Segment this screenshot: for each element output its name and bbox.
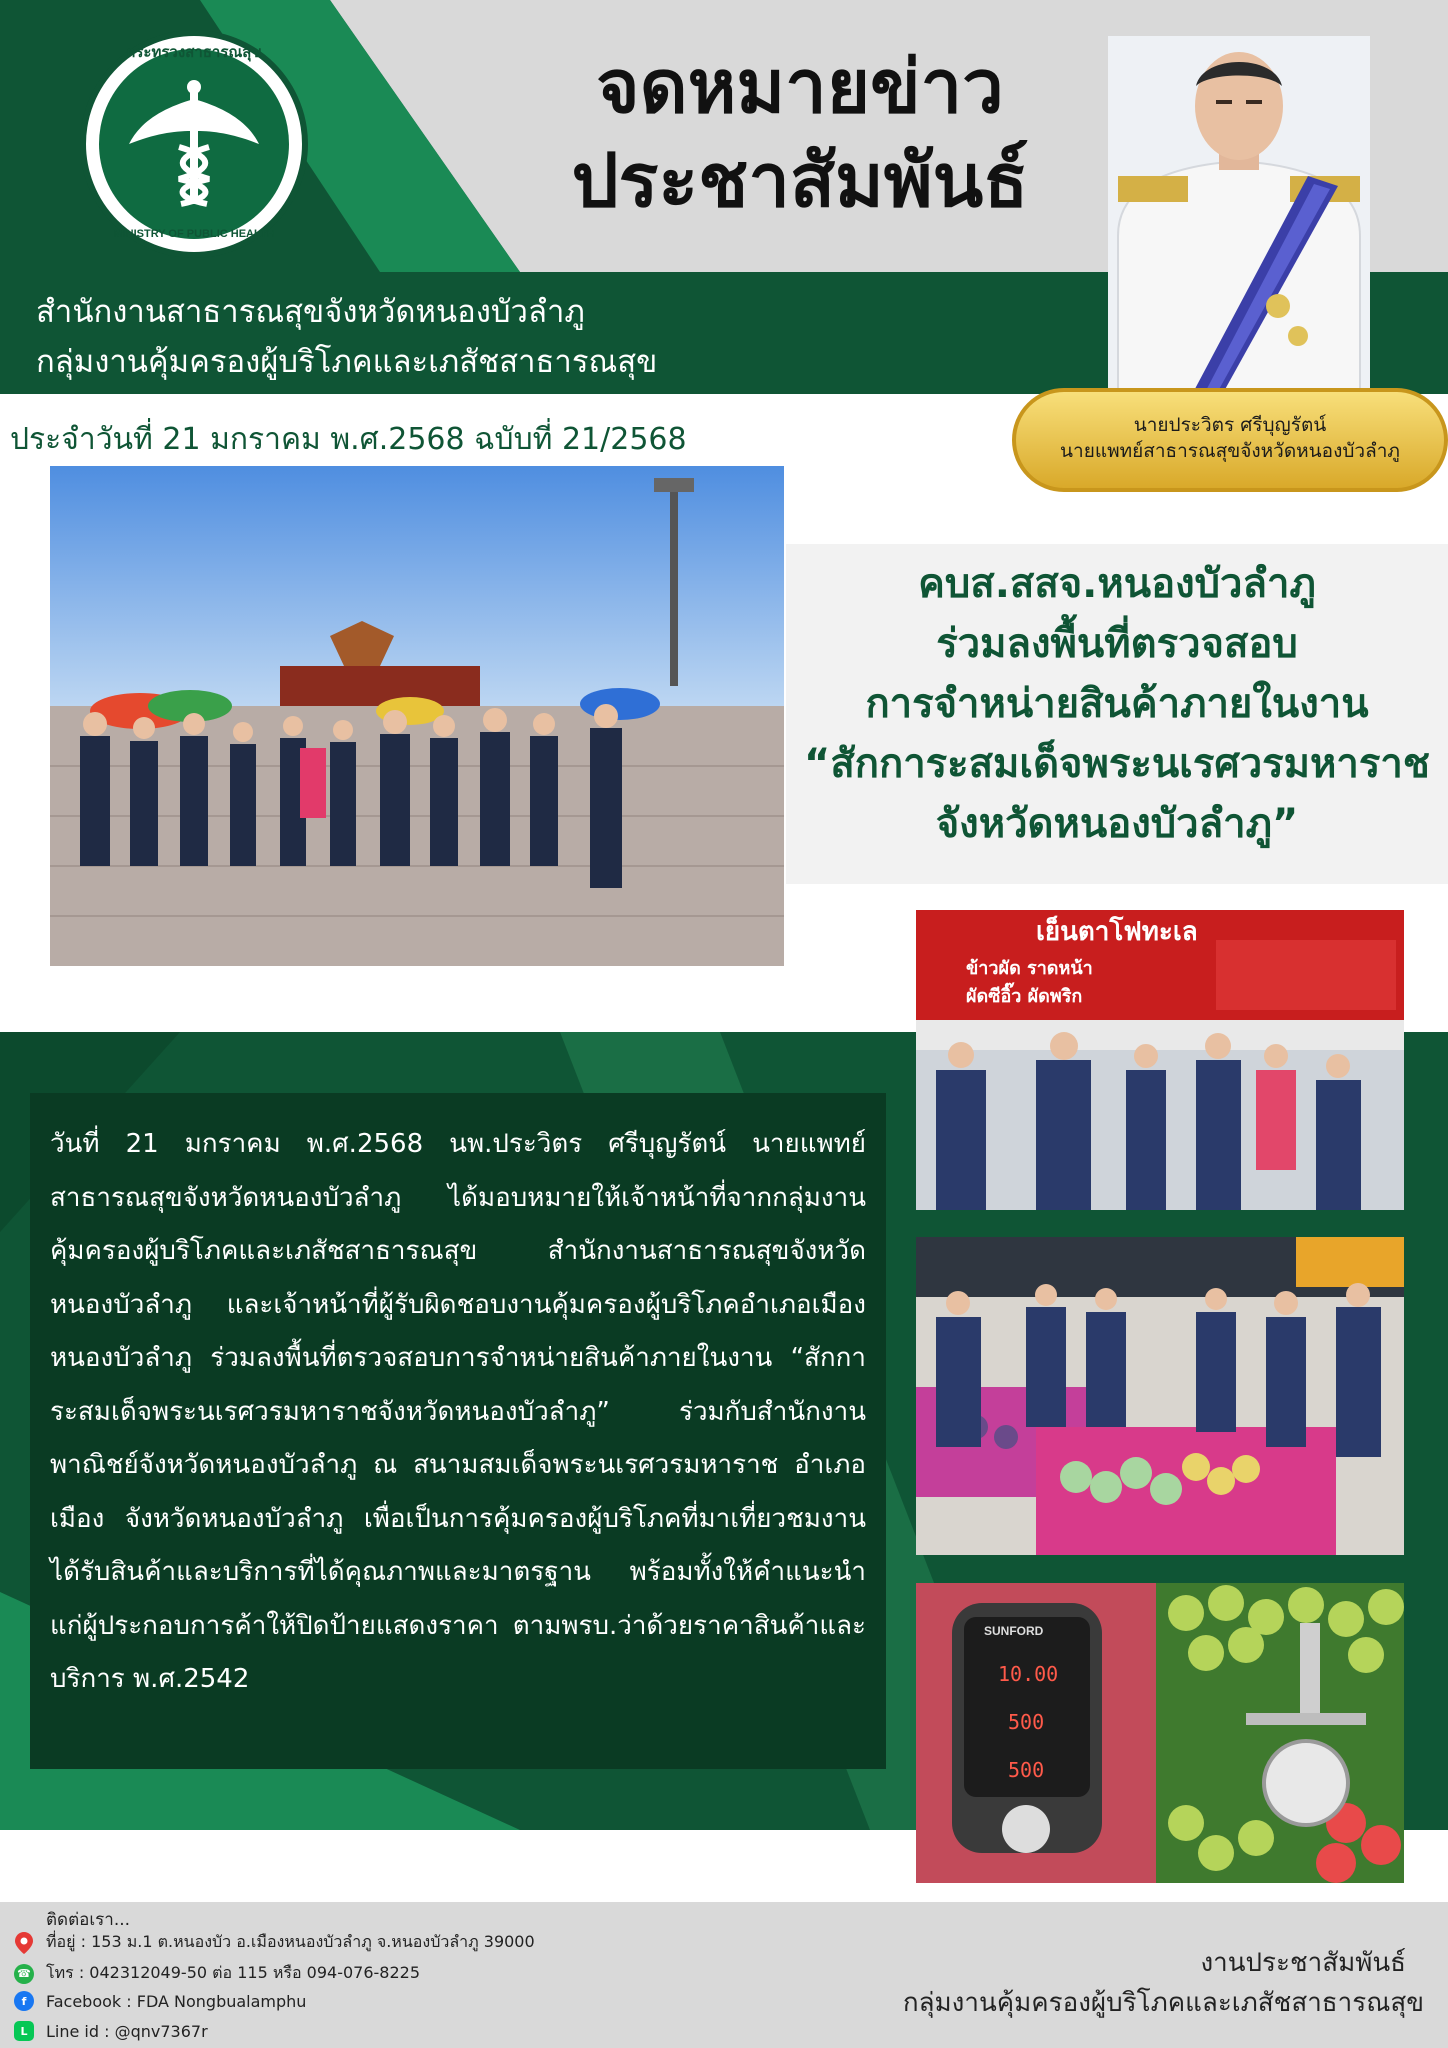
contact-heading: ติดต่อเรา... — [46, 1910, 131, 1930]
stall-sign-1: เย็นตาโฟทะเล — [1036, 917, 1198, 947]
line-app-icon: L — [14, 2021, 34, 2041]
footer-pr-unit: งานประชาสัมพันธ์ — [1200, 1948, 1406, 1978]
contact-line[interactable] — [14, 2021, 208, 2041]
contact-address — [14, 1930, 535, 1955]
scale-inspection-photo — [916, 1583, 1404, 1883]
headline — [786, 554, 1448, 854]
location-pin-icon — [14, 1933, 34, 1953]
title-line-1: จดหมายข่าว — [596, 44, 1004, 130]
phone-text: โทร : 042312049-50 ต่อ 115 หรือ 094-076-8225 — [46, 1963, 421, 1982]
official-nameplate — [1012, 388, 1448, 492]
logo-text-top: กระทรวงสาธารณสุข — [126, 44, 262, 61]
division-name: กลุ่มงานคุ้มครองผู้บริโภคและเภสัชสาธารณสุข — [36, 344, 658, 380]
headline-line-1: คบส.สสจ.หนองบัวลำภู — [918, 561, 1316, 607]
official-position: นายแพทย์สาธารณสุขจังหวัดหนองบัวลำภู — [1060, 440, 1400, 462]
official-portrait — [1108, 36, 1370, 402]
caduceus-icon — [119, 69, 269, 219]
scale-brand: SUNFORD — [984, 1624, 1044, 1638]
headline-line-3: การจำหน่ายสินค้าภายในงาน — [865, 681, 1369, 727]
ministry-logo — [80, 30, 308, 258]
footer-division: กลุ่มงานคุ้มครองผู้บริโภคและเภสัชสาธารณสุข — [902, 1988, 1424, 2018]
phone-icon: ☎ — [14, 1964, 34, 1984]
news-body-text: วันที่ 21 มกราคม พ.ศ.2568 นพ.ประวิตร ศรีบุญรัตน์ นายแพทย์สาธารณสุขจังหวัดหนองบัวลำภู ได้มอบหมายให้เจ้าหน้าที่จากกลุ่มงานคุ้มครองผู้บริโภคและเภสัชสาธารณสุข สำนักงานสาธารณสุขจังหวัดหนองบัวลำภู และเจ้าหน้าที่ผู้รับผิดชอบงานคุ้มครองผู้บริโภคอำเภอเมืองหนองบัวลำภู ร่วมลงพื้นที่ตรวจสอบการจำหน่ายสินค้าภายในงาน “สักการะสมเด็จพระนเรศวรมหาราชจังหวัดหนองบัวลำภู” ร่วมกับสำนักงานพาณิชย์จังหวัดหนองบัวลำภู ณ สนามสมเด็จพระนเรศวรมหาราช อำเภอเมือง จังหวัดหนองบัวลำภู เพื่อเป็นการคุ้มครองผู้บริโภคที่มาเที่ยวชมงานได้รับสินค้าและบริการที่ได้คุณภาพและมาตรฐาน พร้อมทั้งให้คำแนะนำแก่ผู้ประกอบการค้าให้ปิดป้ายแสดงราคา ตามพรบ.ว่าด้วยราคาสินค้าและบริการ พ.ศ.2542 — [50, 1129, 866, 1694]
address-text: ที่อยู่ : 153 ม.1 ต.หนองบัว อ.เมืองหนองบัวลำภู จ.หนองบัวลำภู 39000 — [46, 1932, 535, 1951]
official-name: นายประวิตร ศรีบุญรัตน์ — [1133, 414, 1327, 436]
food-stall-inspection-photo — [916, 910, 1404, 1210]
scale-reading-total: 500 — [1008, 1758, 1045, 1782]
stall-sign-3: ผัดซีอิ๊ว ผัดพริก — [966, 986, 1083, 1007]
facebook-icon: f — [14, 1991, 34, 2011]
contact-facebook[interactable] — [14, 1991, 306, 2011]
headline-line-4: “สักการะสมเด็จพระนเรศวรมหาราช — [804, 741, 1430, 787]
group-photo — [50, 466, 784, 966]
contact-phone — [14, 1961, 420, 1986]
candy-stall-inspection-photo — [916, 1237, 1404, 1555]
stall-sign-2: ข้าวผัด ราดหน้า — [966, 958, 1093, 979]
headline-line-5: จังหวัดหนองบัวลำภู” — [935, 801, 1299, 847]
scale-reading-price: 10.00 — [998, 1662, 1059, 1686]
scale-reading-weight: 500 — [1008, 1710, 1045, 1734]
facebook-text[interactable]: Facebook : FDA Nongbualamphu — [46, 1991, 307, 2011]
newsletter-title — [420, 40, 1180, 228]
issue-date: ประจำวันที่ 21 มกราคม พ.ศ.2568 ฉบับที่ 21/2568 — [10, 422, 687, 457]
agency-name: สำนักงานสาธารณสุขจังหวัดหนองบัวลำภู — [36, 294, 585, 330]
headline-line-2: ร่วมลงพื้นที่ตรวจสอบ — [936, 621, 1298, 667]
logo-text-bottom: MINISTRY OF PUBLIC HEALTH — [113, 228, 275, 240]
line-id-text[interactable]: Line id : @qnv7367r — [46, 2021, 208, 2041]
title-line-2: ประชาสัมพันธ์ — [571, 138, 1029, 224]
